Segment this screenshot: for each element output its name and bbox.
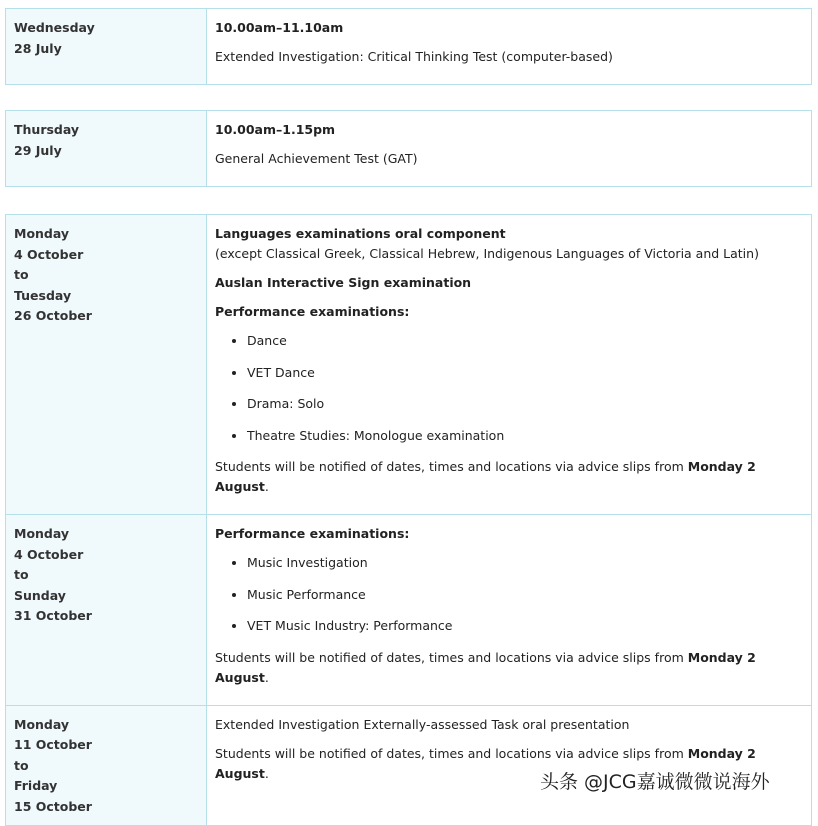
date-line: 4 October (14, 546, 84, 562)
schedule-table-3 (5, 214, 812, 826)
date-text: 28 July (14, 40, 62, 56)
date-day: Thursday (14, 122, 80, 137)
date-line: Friday (14, 778, 58, 793)
date-line: Monday (14, 226, 70, 241)
notice-text: Students will be notified of dates, times and locations via advice slips from (215, 649, 688, 665)
table-row (6, 705, 812, 826)
date-line: Monday (14, 526, 70, 541)
date-day: Wednesday (14, 20, 95, 35)
table-row (6, 9, 812, 85)
date-cell (6, 215, 207, 515)
notice: Students will be notified of dates, times and locations via advice slips from Monday 2 August. (215, 459, 756, 494)
list-item: • VET Music Industry: Performance (247, 616, 803, 636)
event-heading: Languages examinations oral component (215, 226, 506, 241)
event-desc: Extended Investigation Externally-assessed Task oral presentation (215, 716, 630, 732)
date-line: Tuesday (14, 287, 72, 303)
date-line: Monday (14, 716, 70, 732)
list-item: • Music Investigation (247, 553, 803, 573)
notice: Students will be notified of dates, times and locations via advice slips from Monday 2 August. (215, 649, 756, 685)
date-line: 4 October (14, 246, 84, 262)
event-heading: Auslan Interactive Sign examination (215, 275, 472, 290)
date-cell (6, 705, 207, 826)
date-line: to (14, 267, 29, 282)
event-heading: Performance examinations: (215, 304, 410, 319)
table-row (6, 215, 812, 515)
event-list (215, 331, 803, 446)
event-desc: General Achievement Test (GAT) (215, 151, 418, 166)
event-cell (207, 515, 812, 706)
date-line: 31 October (14, 608, 92, 623)
list-item: • Drama: Solo (247, 394, 803, 414)
date-line: 26 October (14, 308, 92, 323)
list-item: • Dance (247, 331, 803, 351)
event-time: 10.00am–1.15pm (215, 122, 336, 137)
event-note: (except Classical Greek, Classical Hebrew, Indigenous Languages of Victoria and Latin) (215, 246, 759, 261)
event-time: 10.00am–11.10am (215, 20, 344, 35)
table-row (6, 515, 812, 706)
schedule-table-1 (5, 8, 812, 85)
date-line: to (14, 757, 29, 773)
list-item: • VET Dance (247, 363, 803, 383)
date-text: 29 July (14, 142, 62, 158)
notice-text: Students will be notified of dates, times and locations via advice slips from (215, 745, 688, 761)
notice: Students will be notified of dates, times and locations via advice slips from Monday 2 August. (215, 745, 756, 781)
date-cell (6, 515, 207, 706)
event-cell (207, 215, 812, 515)
date-line: 11 October (14, 737, 92, 752)
notice-date: Monday 2 August (215, 459, 756, 494)
table-row (6, 111, 812, 187)
event-cell (207, 705, 812, 826)
list-item: • Theatre Studies: Monologue examination (247, 426, 803, 446)
date-cell (6, 111, 207, 187)
notice-date: Monday 2 August (215, 745, 756, 781)
notice-text: Students will be notified of dates, times and locations via advice slips from (215, 459, 688, 474)
event-list (215, 553, 803, 636)
watermark: 头条 @JCG嘉诚微微说海外 (540, 771, 770, 793)
notice-date: Monday 2 August (215, 649, 756, 685)
date-line: Sunday (14, 587, 66, 603)
list-item: • Music Performance (247, 585, 803, 605)
event-cell (207, 111, 812, 187)
event-cell (207, 9, 812, 85)
event-heading: Performance examinations: (215, 526, 410, 541)
date-cell (6, 9, 207, 85)
date-line: to (14, 567, 29, 582)
event-desc: Extended Investigation: Critical Thinking Test (computer-based) (215, 49, 613, 64)
schedule-table-2 (5, 110, 812, 187)
date-line: 15 October (14, 798, 92, 814)
